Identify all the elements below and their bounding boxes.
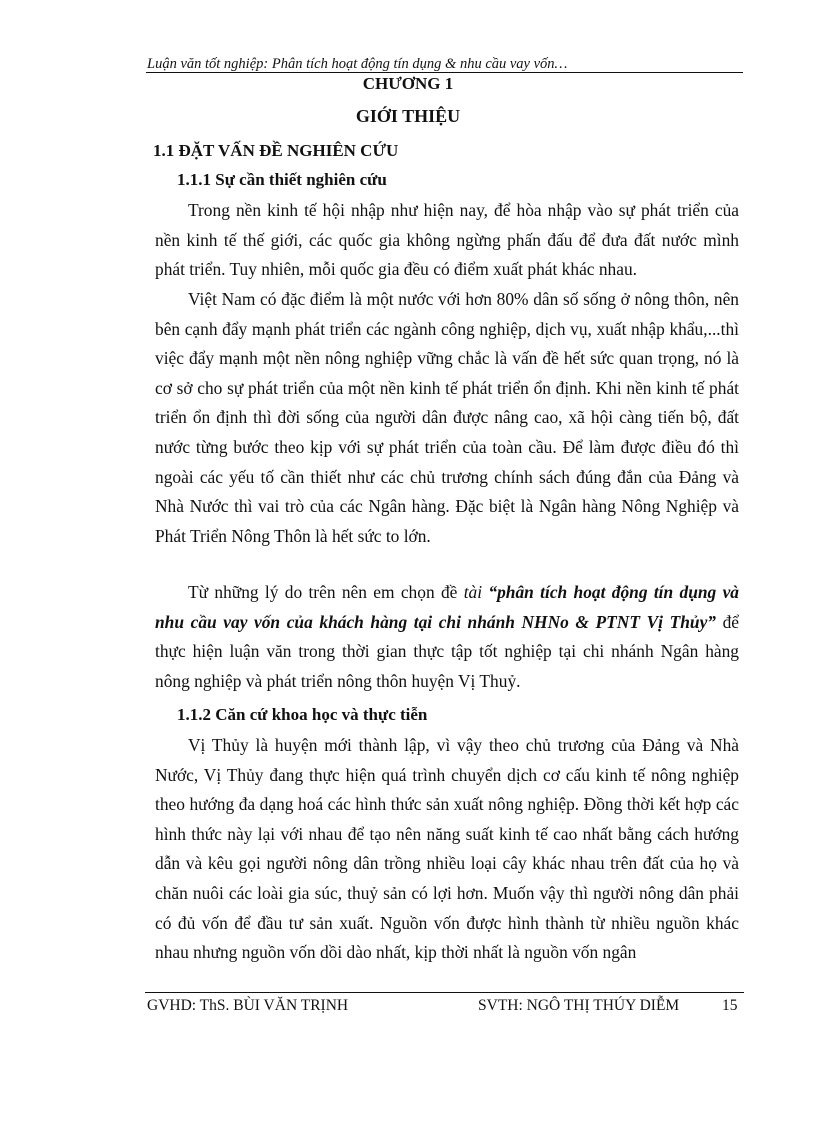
footer-divider: [145, 992, 744, 993]
chapter-number: CHƯƠNG 1: [362, 74, 454, 93]
running-header: Luận văn tốt nghiệp: Phân tích hoạt động tín dụng & nhu cầu vay vốn…: [147, 56, 568, 72]
paragraph-2: Việt Nam có đặc điểm là một nước với hơn 80% dân số sống ở nông thôn, nên bên cạnh đẩy mạnh phát triển các ngành công nghiệp, dịch vụ, xuất nhập khẩu,...thì việc đẩy mạnh một nền nông nghiệp vững chắc là vấn đề hết sức quan trọng, nó là cơ sở cho sự phát triển của một nền kinh tế phát triển ổn định. Khi nền kinh tế phát triển ổn định thì đời sống của người dân được nâng cao, xã hội càng tiến bộ, đất nước từng bước theo kịp với sự phát triển của toàn cầu. Để làm được điều đó thì ngoài các yếu tố cần thiết như các chủ trương chính sách đúng đắn của Đảng và Nhà Nước thì vai trò của các Ngân hàng. Đặc biệt là Ngân hàng Nông Nghiệp và Phát Triển Nông Thôn là hết sức to lớn.: [155, 289, 739, 546]
paragraph-3: [155, 578, 739, 696]
thesis-topic-title: “phân tích hoạt động tín dụng và nhu cầu vay vốn của khách hàng tại chi nhánh NHNo & PTNT Vị Thủy”: [155, 582, 739, 632]
paragraph-4: Vị Thủy là huyện mới thành lập, vì vậy theo chủ trương của Đảng và Nhà Nước, Vị Thủy đang thực hiện quá trình chuyển dịch cơ cấu kinh tế nông nghiệp theo hướng đa dạng hoá các hình thức sản xuất nông nghiệp. Đồng thời kết hợp các hình thức này lại với nhau để tạo nên năng suất kinh tế cao nhất bằng cách hướng dẫn và kêu gọi người nông dân trồng nhiều loại cây khác nhau trên đất của họ và chăn nuôi các loài gia súc, thuỷ sản có lợi hơn. Muốn vậy thì người nông dân phải có đủ vốn để đầu tư sản xuất. Nguồn vốn được hình thành từ nhiều nguồn khác nhau nhưng nguồn vốn dồi dào nhất, kịp thời nhất là nguồn vốn ngân: [155, 735, 739, 963]
page-number: 15: [722, 997, 738, 1014]
footer-student: SVTH: NGÔ THỊ THÚY DIỄM: [478, 997, 680, 1014]
paragraph-3-lead: Từ những lý do trên nên em chọn đề: [188, 582, 464, 602]
subsection-heading-1-1-1: 1.1.1 Sự cần thiết nghiên cứu: [177, 170, 387, 189]
header-divider: [146, 72, 743, 73]
footer-advisor: GVHD: ThS. BÙI VĂN TRỊNH: [147, 997, 349, 1014]
paragraph-1: Trong nền kinh tế hội nhập như hiện nay, để hòa nhập vào sự phát triển của nền kinh tế thế giới, các quốc gia không ngừng phấn đấu để đưa đất nước mình phát triển. Tuy nhiên, mỗi quốc gia đều có điểm xuất phát khác nhau.: [155, 200, 739, 280]
paragraph-3-tail: để thực hiện luận văn trong thời gian thực tập tốt nghiệp tại chi nhánh Ngân hàng nông nghiệp và phát triển nông thôn huyện Vị Thuỷ.: [155, 611, 740, 691]
subsection-heading-1-1-2: 1.1.2 Căn cứ khoa học và thực tiễn: [177, 705, 428, 724]
paragraph-3-italic: tài: [463, 582, 489, 602]
chapter-title: GIỚI THIỆU: [355, 106, 461, 126]
section-heading: 1.1 ĐẶT VẤN ĐỀ NGHIÊN CỨU: [153, 141, 399, 160]
